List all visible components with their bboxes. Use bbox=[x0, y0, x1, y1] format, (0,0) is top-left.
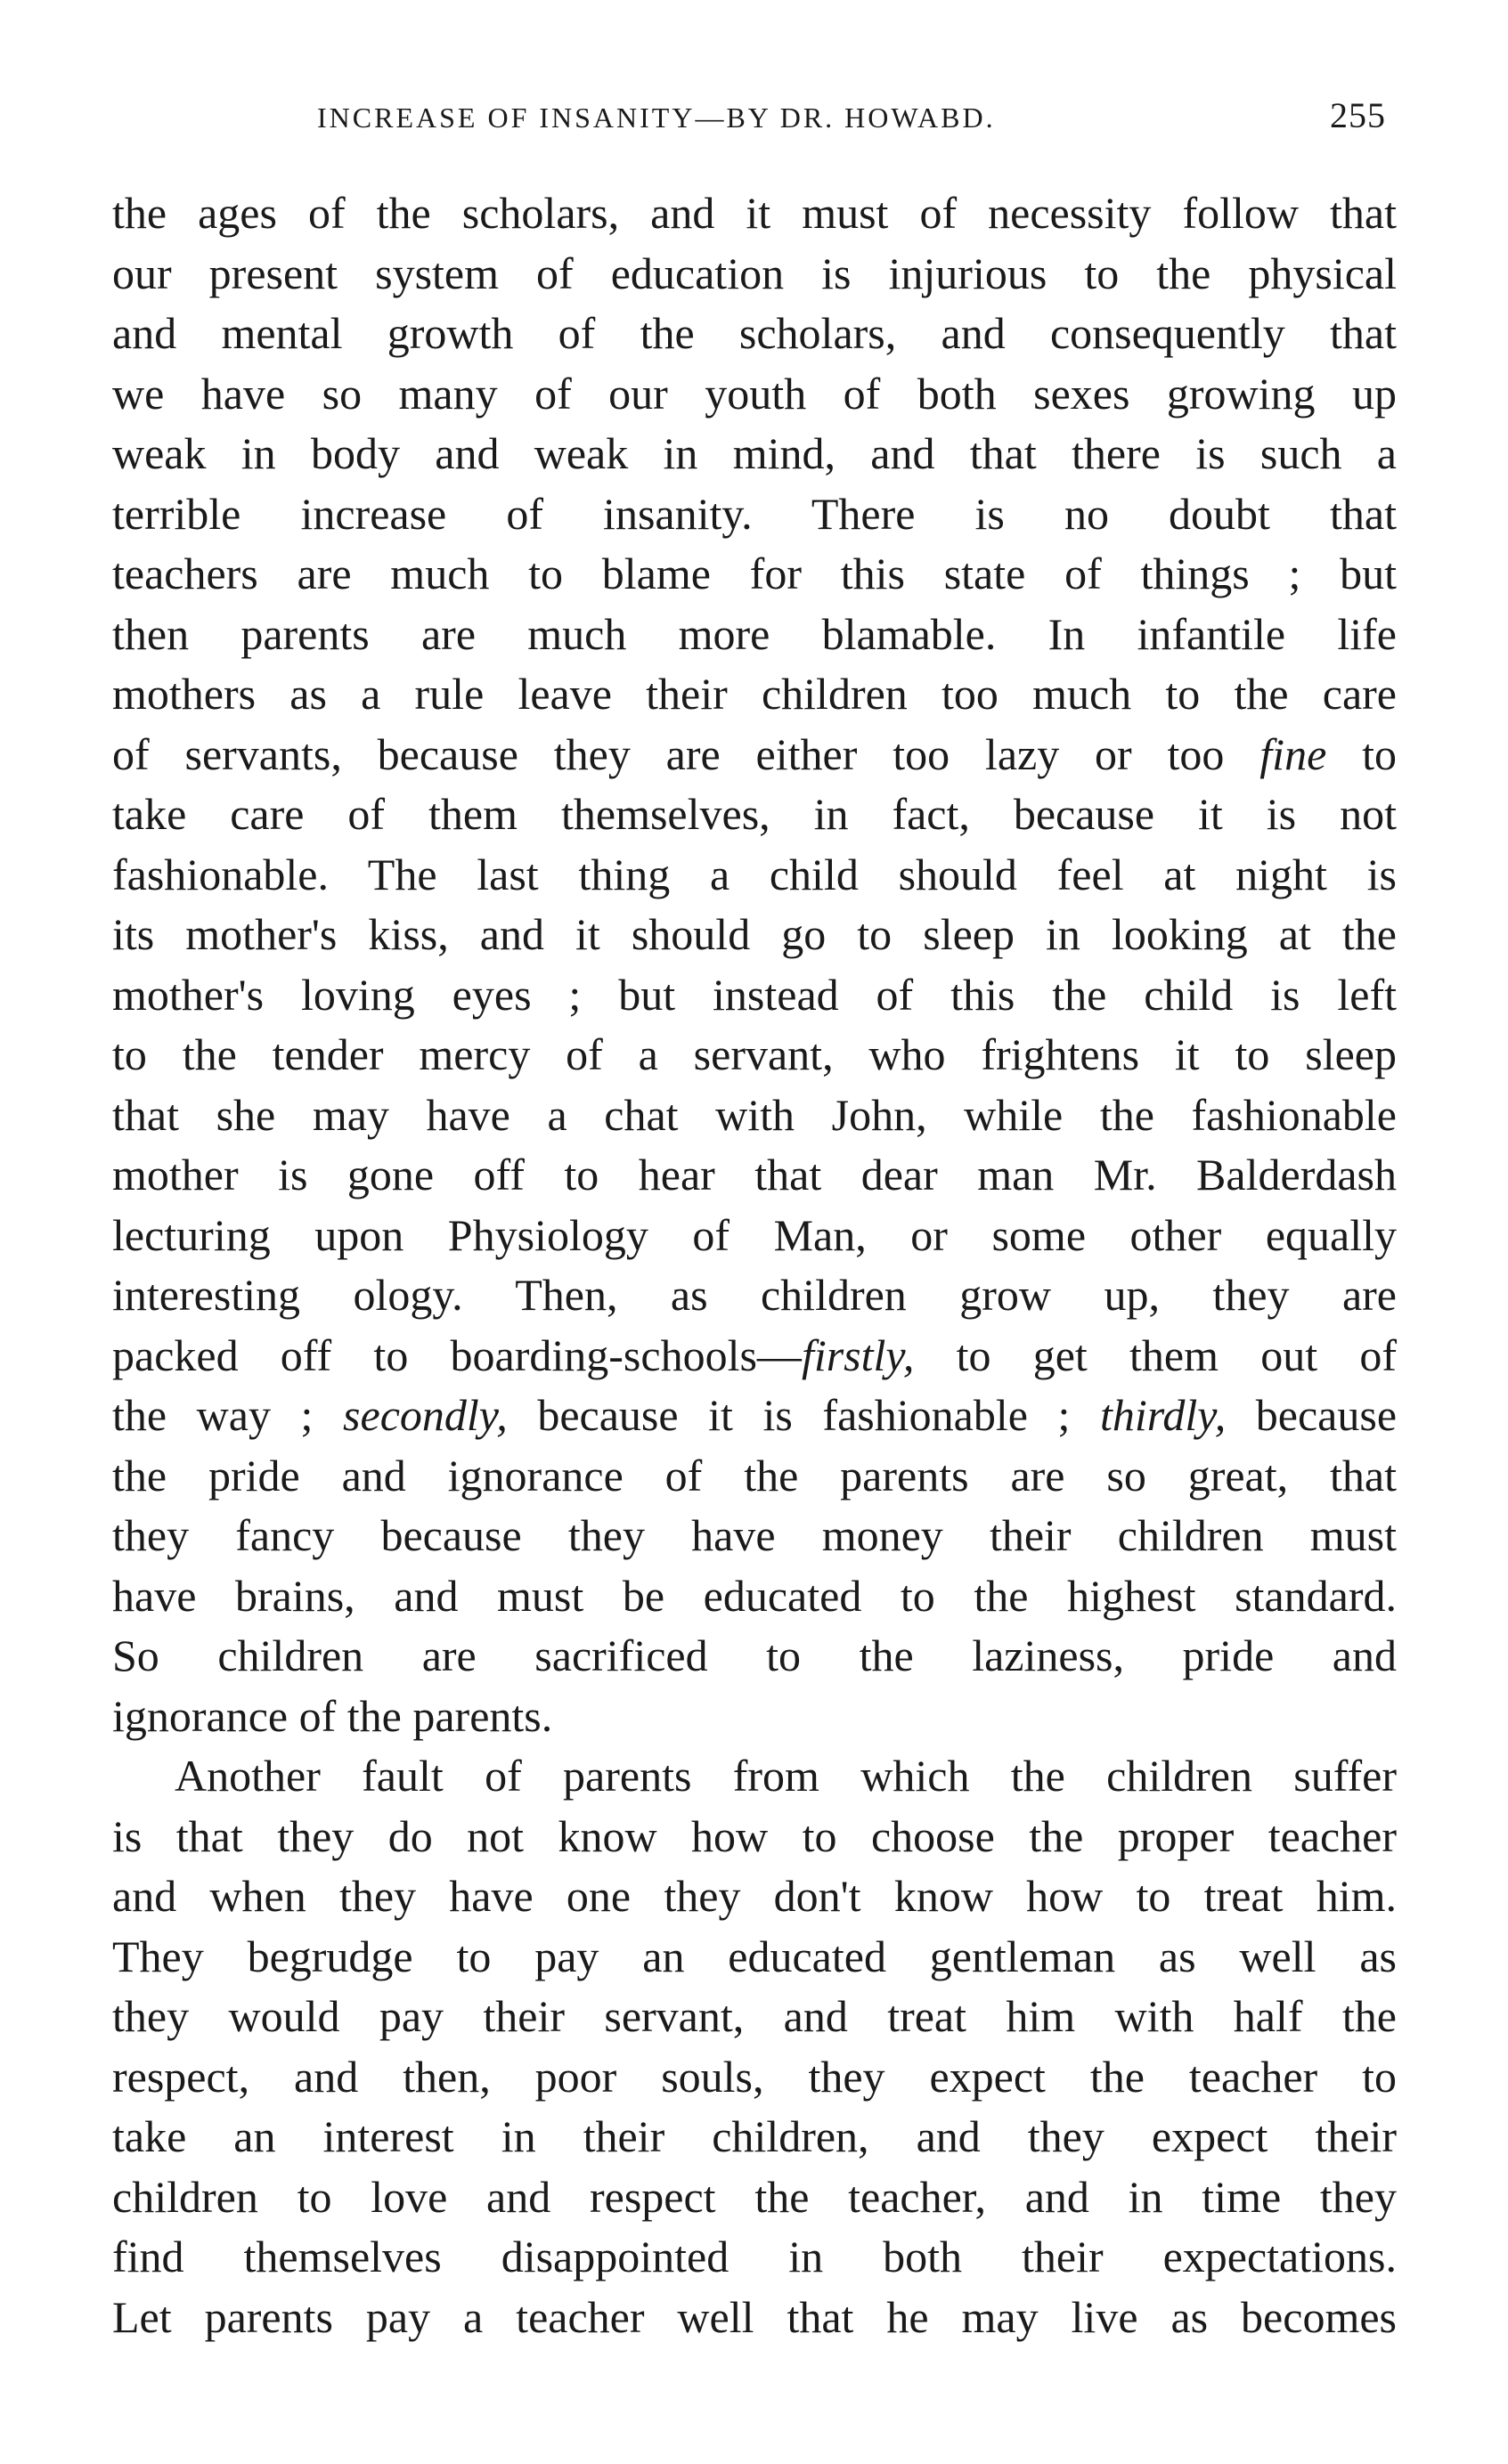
text-line: then parents are much more blamable. In infantile life bbox=[112, 608, 1397, 659]
text-line: is that they do not know how to choose the proper teacher bbox=[112, 1810, 1397, 1861]
text-line: So children are sacrificed to the laziness, pride and bbox=[112, 1630, 1397, 1680]
text-segment: the way ; bbox=[112, 1390, 314, 1440]
emphasis-text: fine bbox=[1259, 728, 1327, 779]
text-line: interesting ology. Then, as children grow up, they are bbox=[112, 1270, 1397, 1320]
text-line bbox=[112, 725, 1397, 785]
text-segment: to get them out of bbox=[956, 1330, 1397, 1380]
text-segment: to bbox=[1362, 728, 1398, 779]
text-line: lecturing upon Physiology of Man, or some other equally bbox=[112, 1209, 1397, 1260]
text-line: take care of them themselves, in fact, because it is not bbox=[112, 789, 1397, 839]
text-line: mothers as a rule leave their children too much to the care bbox=[112, 669, 1397, 719]
text-line: They begrudge to pay an educated gentleman as well as bbox=[112, 1931, 1397, 1981]
running-head bbox=[116, 95, 1398, 153]
text-line: take an interest in their children, and they expect their bbox=[112, 2111, 1397, 2161]
text-line: its mother's kiss, and it should go to sleep in looking at the bbox=[112, 909, 1397, 959]
running-head-title: INCREASE OF INSANITY—BY DR. HOWABD. bbox=[317, 102, 996, 134]
text-line: Let parents pay a teacher well that he may live as becomes bbox=[112, 2291, 1397, 2342]
text-segment: packed off to boarding-schools— bbox=[112, 1330, 802, 1380]
text-segment: because it is fashionable ; bbox=[537, 1390, 1071, 1440]
text-line: children to love and respect the teacher, and in time they bbox=[112, 2171, 1397, 2222]
text-line: mother is gone off to hear that dear man Mr. Balderdash bbox=[112, 1150, 1397, 1199]
text-line: the pride and ignorance of the parents are so great, that bbox=[112, 1450, 1397, 1500]
text-line: respect, and then, poor souls, they expect the teacher to bbox=[112, 2051, 1397, 2102]
text-line bbox=[112, 1326, 1397, 1387]
emphasis-text: secondly, bbox=[343, 1390, 508, 1440]
text-line: the ages of the scholars, and it must of necessity follow that bbox=[112, 188, 1397, 238]
text-segment: of servants, because they are either too lazy or too bbox=[112, 728, 1225, 779]
text-line: and when they have one they don't know how to treat him. bbox=[112, 1871, 1397, 1921]
text-line: mother's loving eyes ; but instead of this the child is left bbox=[112, 969, 1397, 1020]
text-line: we have so many of our youth of both sexes growing up bbox=[112, 368, 1397, 419]
emphasis-text: thirdly, bbox=[1099, 1390, 1227, 1440]
text-line: weak in body and weak in mind, and that there is such a bbox=[112, 428, 1397, 478]
text-line: to the tender mercy of a servant, who frightens it to sleep bbox=[112, 1029, 1397, 1079]
text-line: that she may have a chat with John, while the fashionable bbox=[112, 1089, 1397, 1140]
body-text bbox=[112, 183, 1397, 2347]
text-line: find themselves disappointed in both their expectations. bbox=[112, 2232, 1397, 2281]
page-number: 255 bbox=[1330, 95, 1386, 135]
text-line: fashionable. The last thing a child should feel at night is bbox=[112, 849, 1397, 899]
text-line: they would pay their servant, and treat him with half the bbox=[112, 1991, 1397, 2041]
text-line: our present system of education is injurious to the physical bbox=[112, 248, 1397, 298]
text-line: they fancy because they have money their children must bbox=[112, 1510, 1397, 1560]
text-line: have brains, and must be educated to the highest standard. bbox=[112, 1570, 1397, 1621]
paragraph-end-line: ignorance of the parents. bbox=[112, 1690, 553, 1741]
paragraph-start-line: Another fault of parents from which the children suffer bbox=[175, 1751, 1397, 1801]
emphasis-text: firstly, bbox=[801, 1330, 915, 1380]
text-line bbox=[112, 1386, 1397, 1446]
text-segment: because bbox=[1255, 1390, 1398, 1440]
text-line: terrible increase of insanity. There is no doubt that bbox=[112, 488, 1397, 539]
text-line: and mental growth of the scholars, and consequently that bbox=[112, 308, 1397, 358]
text-line: teachers are much to blame for this state of things ; but bbox=[112, 549, 1397, 598]
